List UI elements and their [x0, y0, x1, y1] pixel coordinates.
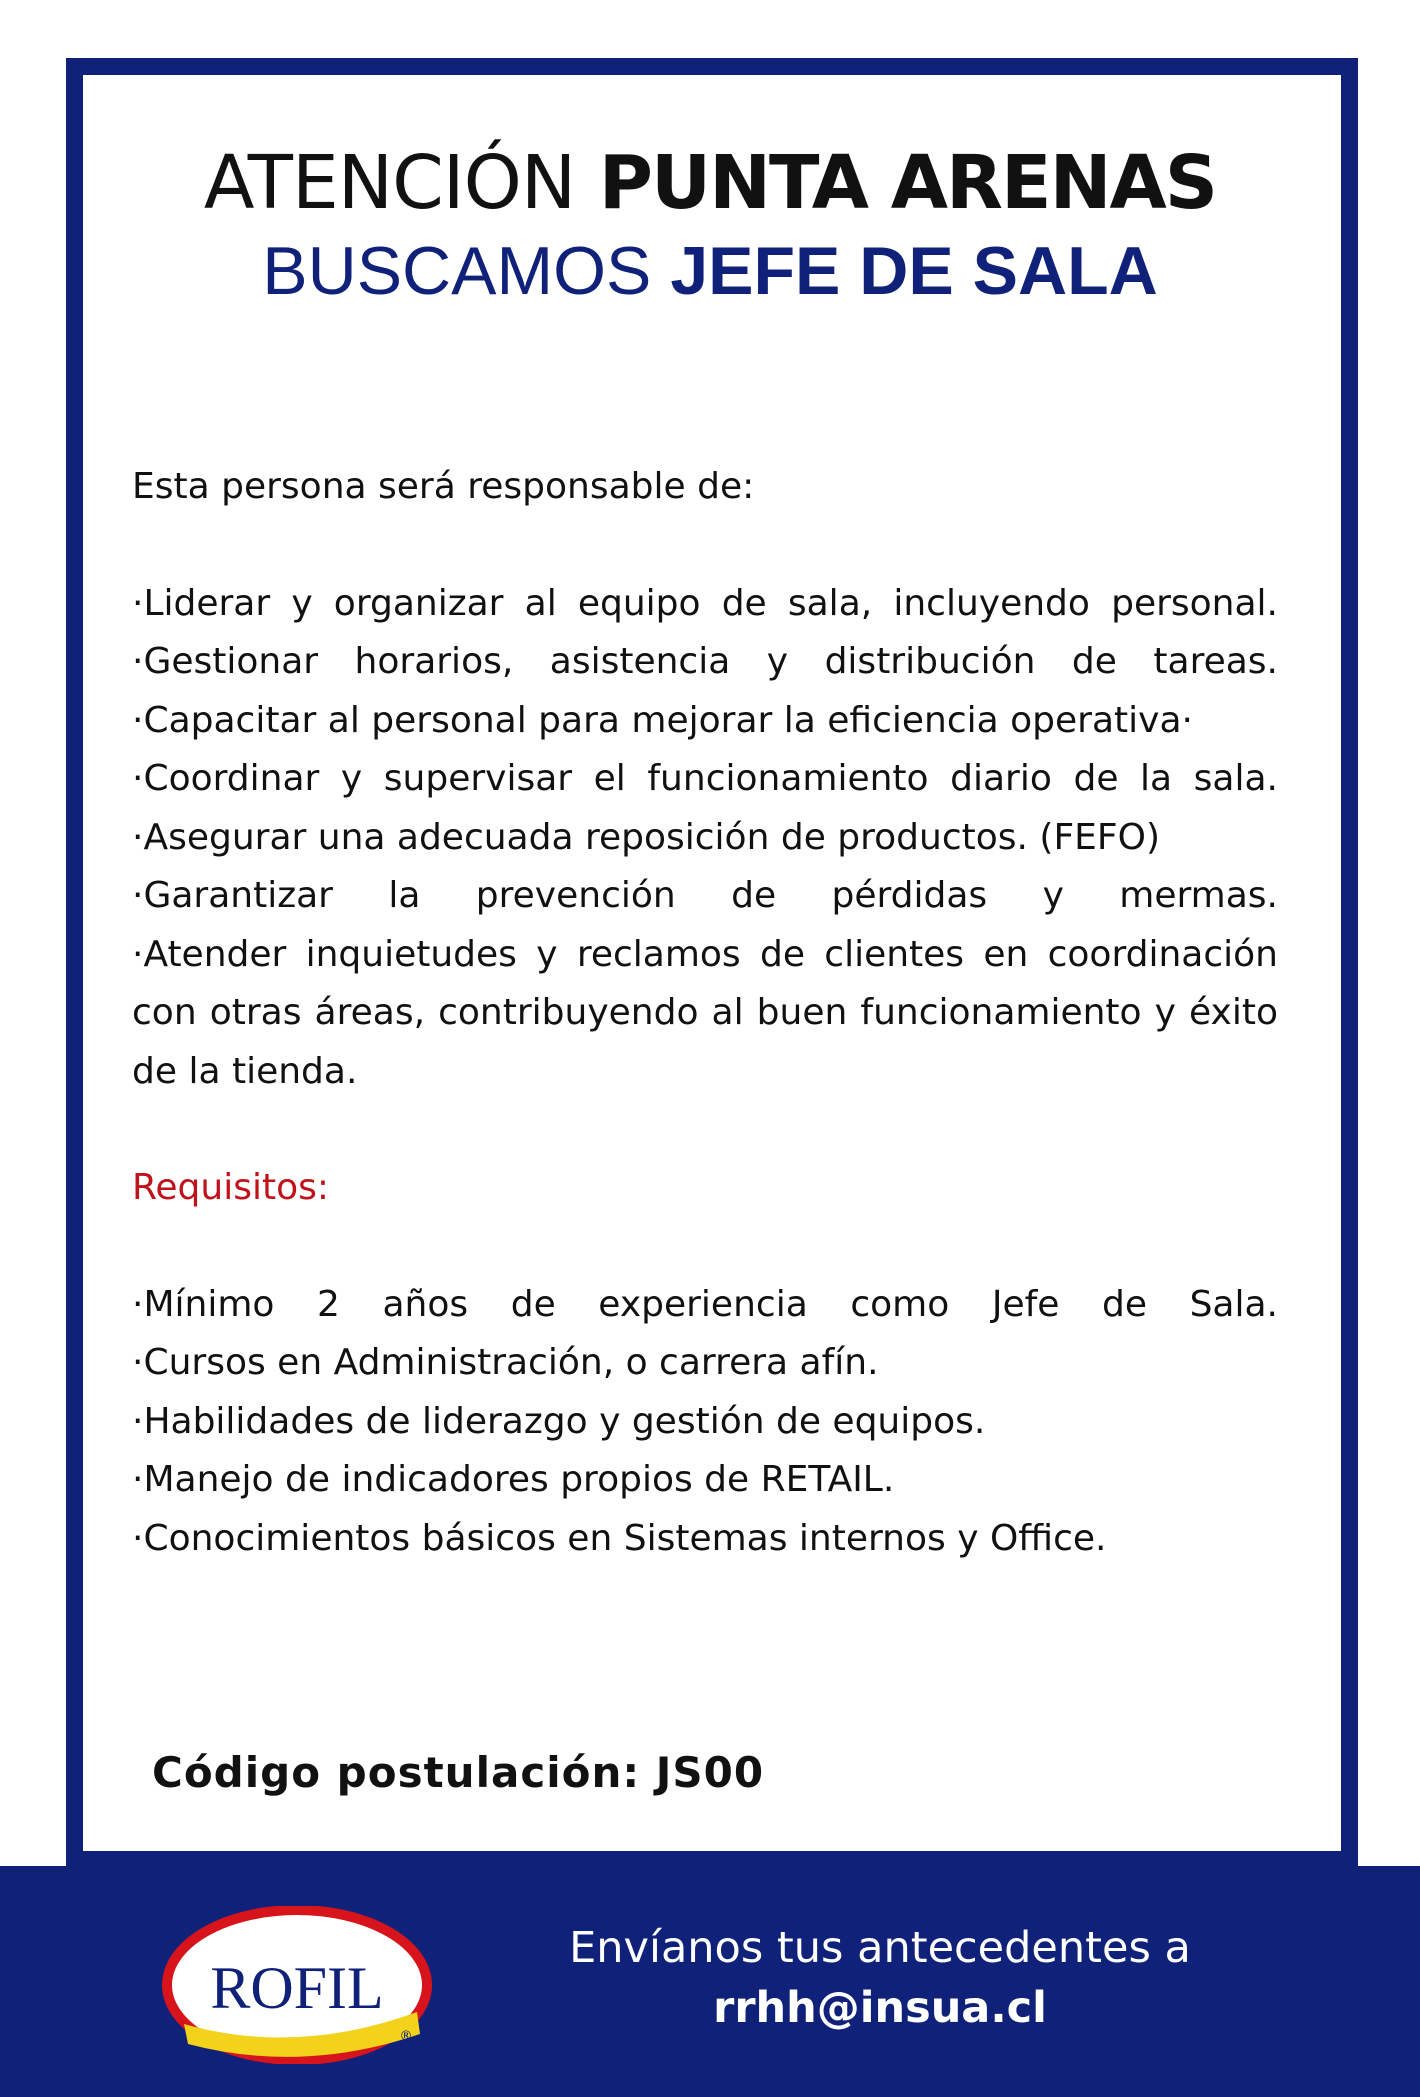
subtitle-bold: JEFE DE SALA	[670, 233, 1158, 309]
requirement-item: ·Cursos en Administración, o carrera afín.	[132, 1342, 879, 1383]
responsibilities-intro: Esta persona será responsable de:	[132, 466, 755, 507]
requirement-item: ·Habilidades de liderazgo y gestión de equipos.	[132, 1400, 986, 1442]
application-code: Código postulación: JS00	[152, 1748, 765, 1797]
requirement-item: ·Conocimientos básicos en Sistemas internos y Office.	[132, 1517, 1107, 1559]
responsibility-item: ·Atender inquietudes y reclamos de clientes en coordinación con otras áreas, contribuyendo al buen funcionamiento y éxito de la tienda.	[132, 933, 1278, 1092]
footer-bar	[0, 1866, 1420, 2097]
requirements-heading: Requisitos:	[132, 1167, 329, 1208]
contact-line: Envíanos tus antecedentes a	[569, 1923, 1191, 1973]
responsibility-item: ·Liderar y organizar al equipo de sala, incluyendo personal.	[132, 582, 1278, 624]
responsibility-item: ·Gestionar horarios, asistencia y distribución de tareas.	[132, 641, 1278, 682]
spacer	[132, 517, 1278, 575]
logo-text: ROFIL	[210, 1955, 384, 2021]
footer-contact	[560, 1918, 1200, 2038]
requirement-item: ·Mínimo 2 años de experiencia como Jefe de Sala.	[132, 1283, 1278, 1325]
registered-mark: ®	[399, 2029, 413, 2044]
subtitle-light: BUSCAMOS	[262, 233, 652, 309]
responsibility-item: ·Garantizar la prevención de pérdidas y mermas.	[132, 875, 1278, 916]
responsibility-item: ·Asegurar una adecuada reposición de productos. (FEFO)	[132, 816, 1161, 858]
requirement-item: ·Manejo de indicadores propios de RETAIL.	[132, 1459, 895, 1500]
contact-email[interactable]: rrhh@insua.cl	[713, 1983, 1047, 2033]
title-light: ATENCIÓN	[203, 140, 576, 226]
page-subtitle	[0, 232, 1420, 310]
rofil-logo	[162, 1906, 432, 2064]
title-bold: PUNTA ARENAS	[598, 140, 1217, 226]
page-title	[0, 140, 1420, 226]
responsibility-item: ·Coordinar y supervisar el funcionamiento diario de la sala.	[132, 758, 1278, 799]
spacer	[132, 1218, 1278, 1276]
spacer	[132, 1101, 1278, 1159]
job-description	[132, 458, 1278, 1568]
responsibility-item: ·Capacitar al personal para mejorar la eficiencia operativa·	[132, 699, 1193, 741]
